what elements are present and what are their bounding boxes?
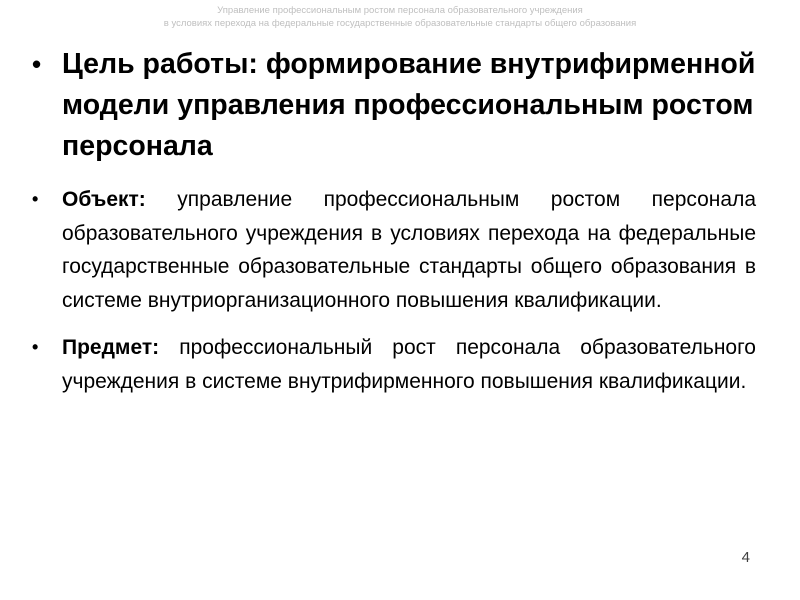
- bullet-marker: •: [32, 189, 39, 209]
- bullet-marker: •: [32, 49, 42, 79]
- page-number: 4: [741, 549, 750, 566]
- bullet-object: [30, 183, 756, 317]
- object-text: управление профессиональным ростом персонала образовательного учреждения в условиях перехода на федеральные государственные образовательные стандарты общего образования в системе внутриорганизационного повышения квалификации.: [62, 188, 756, 312]
- object-label: Объект:: [62, 188, 146, 211]
- subject-text: профессиональный рост персонала образовательного учреждения в системе внутрифирменного повышения квалификации.: [62, 336, 756, 393]
- subject-label: Предмет:: [62, 336, 160, 359]
- header-line-2: в условиях перехода на федеральные государственные образовательные стандарты общего образования: [163, 18, 637, 29]
- slide-header: [0, 4, 800, 30]
- bullet-subject: [30, 331, 756, 398]
- slide-content: [30, 44, 756, 412]
- bullet-goal: [30, 44, 756, 167]
- goal-text: Цель работы: формирование внутрифирменной модели управления профессиональным ростом персонала: [62, 48, 756, 162]
- bullet-marker: •: [32, 337, 39, 357]
- header-line-1: Управление профессиональным ростом персонала образовательного учреждения: [217, 5, 583, 16]
